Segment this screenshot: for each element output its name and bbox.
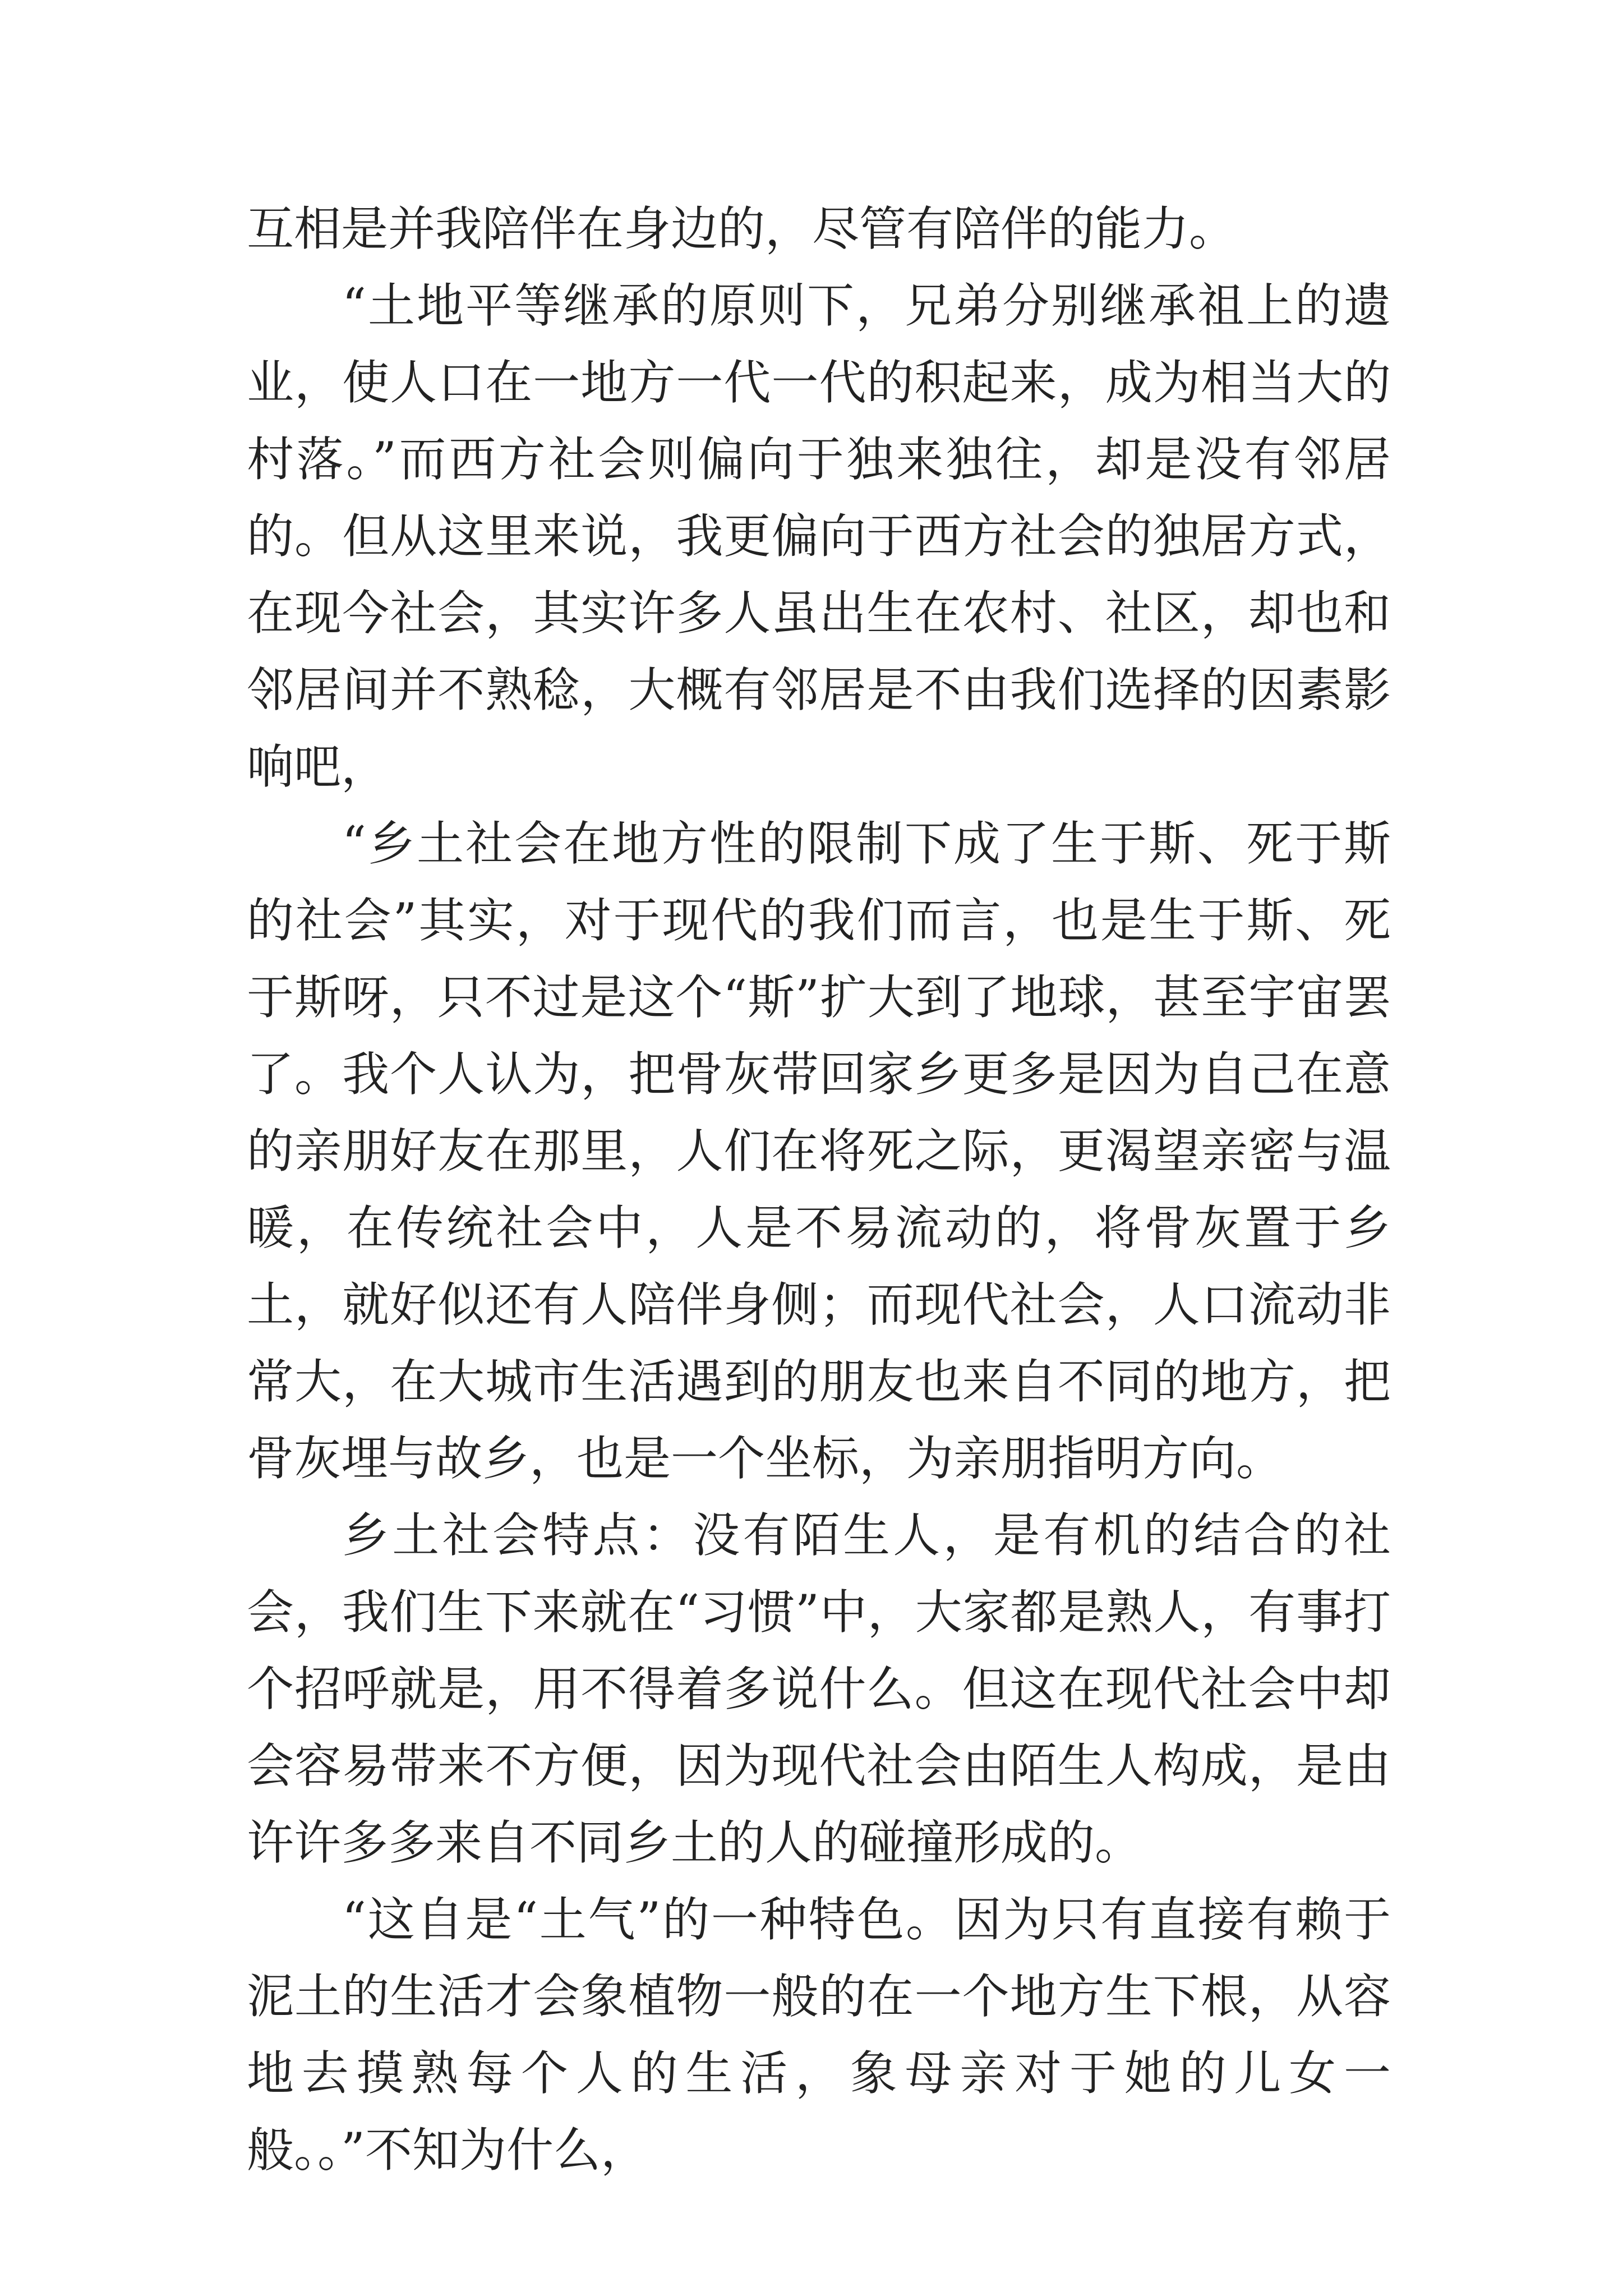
paragraph: 互相是并我陪伴在身边的，尽管有陪伴的能力。 (247, 201, 1237, 256)
paragraph: “这自是“土气”的一种特色。因为只有直接有赖于泥土的生活才会象植物一般的在一个地方生下根，从容地去摸熟每个人的生活，象母亲对于她的儿女一般。。”不知为什么， (247, 1892, 1391, 2178)
paragraph: “乡土社会在地方性的限制下成了生于斯、死于斯的社会”其实，对于现代的我们而言，也是生于斯、死于斯呀，只不过是这个“斯”扩大到了地球，甚至宇宙罢了。我个人认为，把骨灰带回家乡更多是因为自己在意的亲朋好友在那里，人们在将死之际，更渴望亲密与温暖，在传统社会中，人是不易流动的，将骨灰置于乡土，就好似还有人陪伴身侧；而现代社会，人口流动非常大，在大城市生活遇到的朋友也来自不同的地方，把骨灰埋与故乡，也是一个坐标，为亲朋指明方向。 (247, 816, 1391, 1486)
body-text (247, 191, 1391, 2189)
paragraph: 乡土社会特点：没有陌生人，是有机的结合的社会，我们生下来就在“习惯”中，大家都是熟人，有事打个招呼就是，用不得着多说什么。但这在现代社会中却会容易带来不方便，因为现代社会由陌生人构成，是由许许多多来自不同乡土的人的碰撞形成的。 (247, 1508, 1391, 1870)
paragraph: “土地平等继承的原则下，兄弟分别继承祖上的遗业，使人口在一地方一代一代的积起来，成为相当大的村落。”而西方社会则偏向于独来独往，却是没有邻居的。但从这里来说，我更偏向于西方社会的独居方式，在现今社会，其实许多人虽出生在农村、社区，却也和邻居间并不熟稔，大概有邻居是不由我们选择的因素影响吧， (247, 278, 1391, 794)
